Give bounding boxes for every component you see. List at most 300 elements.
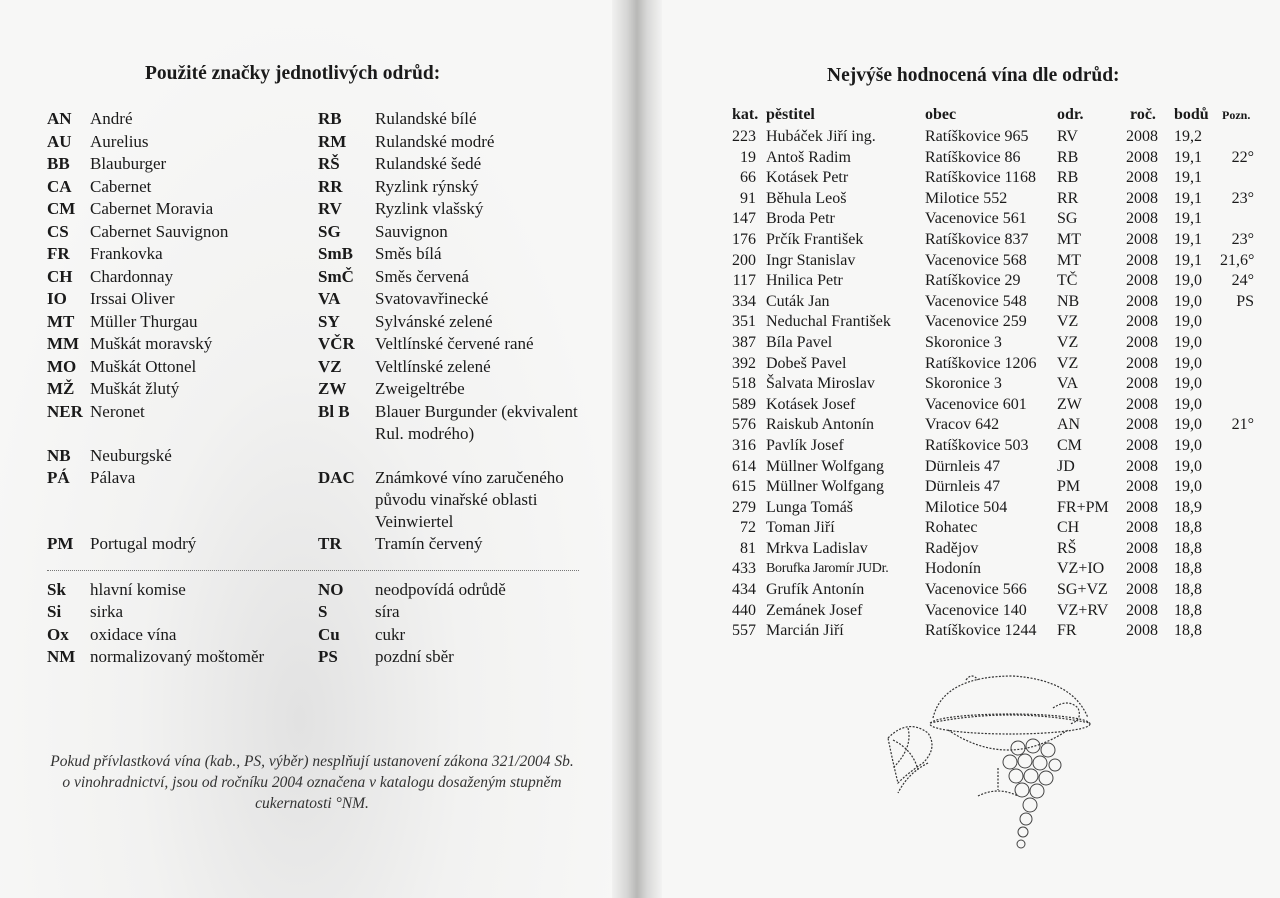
- cell-pestitel: Kotásek Josef: [766, 395, 856, 413]
- cell-odr: VZ+RV: [1057, 601, 1109, 619]
- cell-kat: 200: [732, 251, 756, 269]
- cell-obec: Rohatec: [925, 519, 978, 537]
- cell-obec: Vacenovice 566: [925, 581, 1027, 599]
- table-row: [722, 415, 1262, 436]
- legend-name: Rulandské modré: [375, 131, 495, 151]
- legend-name: Müller Thurgau: [90, 311, 198, 331]
- cell-body: 18,8: [1174, 539, 1202, 557]
- legend-code: IO: [47, 289, 67, 308]
- abbreviation-name: síra: [375, 602, 400, 621]
- cell-roc: 2008: [1126, 128, 1158, 145]
- cell-body: 18,8: [1174, 581, 1202, 599]
- legend-row: [47, 378, 587, 401]
- abbreviation-name: neodpovídá odrůdě: [375, 579, 506, 599]
- cell-pestitel: Cuták Jan: [766, 292, 830, 310]
- legend-row: [47, 243, 587, 266]
- cell-kat: 176: [732, 230, 756, 248]
- legend-name: Cabernet Sauvignon: [90, 221, 229, 241]
- cell-roc: 2008: [1126, 457, 1158, 475]
- cell-body: 18,9: [1174, 498, 1202, 516]
- cell-odr: JD: [1057, 457, 1075, 475]
- legend-code: SY: [318, 311, 340, 331]
- legend-name: André: [90, 109, 133, 128]
- cell-pestitel: Marcián Jiří: [766, 622, 844, 640]
- cell-roc: 2008: [1126, 333, 1158, 351]
- legend-row: [47, 198, 587, 221]
- legend-name: Svatovavřinecké: [375, 289, 489, 308]
- cell-odr: TČ: [1057, 272, 1078, 290]
- legend-code: PÁ: [47, 468, 70, 487]
- abbreviation-row: [47, 646, 587, 669]
- cell-body: 19,0: [1174, 313, 1202, 331]
- table-row: [722, 209, 1262, 230]
- legend-name: Sylvánské zelené: [375, 311, 493, 331]
- cell-body: 19,1: [1174, 169, 1202, 187]
- table-row: [722, 292, 1262, 313]
- header-obec: obec: [925, 106, 957, 123]
- abbreviation-code: NO: [318, 579, 344, 599]
- cell-pestitel: Borufka Jaromír JUDr.: [766, 561, 889, 577]
- legend-row: [47, 108, 587, 131]
- abbreviation-row: [47, 624, 587, 647]
- abbreviation-code: S: [318, 602, 328, 621]
- cell-roc: 2008: [1126, 478, 1158, 496]
- table-row: [722, 333, 1262, 354]
- abbreviation-code: Si: [47, 602, 62, 621]
- cell-kat: 81: [740, 539, 756, 557]
- cell-body: 18,8: [1174, 560, 1202, 578]
- cell-body: 18,8: [1174, 601, 1202, 619]
- legend-name: Veltlínské červené rané: [375, 334, 534, 353]
- cell-obec: Ratíškovice 1168: [925, 169, 1036, 187]
- abbreviation-code: NM: [47, 647, 76, 666]
- cell-kat: 223: [732, 128, 756, 145]
- legend-row: [47, 356, 587, 379]
- book-gutter: [612, 0, 662, 898]
- cell-obec: Vacenovice 548: [925, 292, 1027, 310]
- cell-kat: 19: [740, 148, 756, 166]
- legend-code: SmČ: [318, 266, 354, 286]
- table-row: [722, 601, 1262, 622]
- legend-name: Cabernet Moravia: [90, 199, 214, 218]
- cell-obec: Vracov 642: [925, 416, 1000, 434]
- cell-odr: CM: [1057, 436, 1082, 454]
- cell-odr: FR+PM: [1057, 498, 1109, 516]
- cell-obec: Ratíškovice 1244: [925, 622, 1037, 640]
- cell-obec: Dürnleis 47: [925, 478, 1001, 496]
- legend-name: Muškát Ottonel: [90, 356, 197, 376]
- legend-name: Směs červená: [375, 266, 469, 286]
- legend-code: MT: [47, 311, 75, 331]
- cell-roc: 2008: [1126, 251, 1158, 269]
- cell-body: 19,0: [1174, 272, 1202, 290]
- legend-code: DAC: [318, 468, 355, 487]
- cell-odr: VZ: [1057, 313, 1079, 331]
- legend-name: Neronet: [90, 401, 145, 421]
- legend-name: Rulandské šedé: [375, 154, 482, 173]
- legend-code: RM: [318, 131, 347, 151]
- table-row: [722, 477, 1262, 498]
- table-row: [722, 539, 1262, 560]
- cell-obec: Dürnleis 47: [925, 457, 1001, 475]
- table-row: [722, 498, 1262, 519]
- cell-obec: Vacenovice 140: [925, 601, 1027, 619]
- cell-kat: 66: [740, 169, 756, 187]
- cell-pestitel: Mrkva Ladislav: [766, 539, 868, 557]
- legend-code: MM: [47, 334, 80, 353]
- header-body: bodů: [1174, 106, 1209, 123]
- cell-body: 18,8: [1174, 622, 1202, 640]
- legend-code: RB: [318, 109, 342, 128]
- cell-pozn: 24°: [1231, 272, 1254, 290]
- grape-bowl-illustration: [878, 668, 1093, 853]
- cell-pozn: PS: [1236, 292, 1254, 310]
- table-row: [722, 312, 1262, 333]
- cell-odr: RŠ: [1057, 539, 1077, 557]
- legend-code: RR: [318, 176, 343, 196]
- cell-body: 19,1: [1174, 251, 1202, 269]
- legend-name: Ryzlink rýnský: [375, 176, 479, 196]
- cell-roc: 2008: [1126, 601, 1158, 619]
- table-row: [722, 518, 1262, 539]
- cell-pestitel: Prčík František: [766, 230, 864, 248]
- cell-obec: Radějov: [925, 539, 979, 557]
- cell-roc: 2008: [1126, 375, 1158, 393]
- cell-pestitel: Zemánek Josef: [766, 601, 863, 619]
- legend-name: Známkové víno zaručeného původu vinařské oblasti Veinwiertel: [375, 468, 564, 531]
- cell-odr: RR: [1057, 189, 1079, 207]
- legend-row: [47, 401, 587, 445]
- abbreviation-code: Ox: [47, 624, 69, 644]
- cell-kat: 615: [732, 478, 756, 496]
- cell-roc: 2008: [1126, 148, 1158, 166]
- legend-name: Zweigeltrébe: [375, 379, 465, 398]
- legend-code: VZ: [318, 356, 342, 376]
- legend-row: [47, 221, 587, 244]
- cell-obec: Milotice 504: [925, 498, 1008, 516]
- cell-body: 19,2: [1174, 128, 1202, 145]
- cell-kat: 614: [732, 457, 756, 475]
- cell-pestitel: Šalvata Miroslav: [766, 375, 875, 393]
- legend-name: Aurelius: [90, 131, 149, 151]
- legend-name: Tramín červený: [375, 534, 483, 553]
- cell-obec: Milotice 552: [925, 189, 1008, 207]
- cell-kat: 392: [732, 354, 756, 372]
- cell-roc: 2008: [1126, 539, 1158, 557]
- legend-code: CA: [47, 176, 72, 196]
- cell-pozn: 21,6°: [1220, 251, 1255, 269]
- cell-obec: Ratíškovice 86: [925, 148, 1021, 166]
- cell-roc: 2008: [1126, 189, 1158, 207]
- abbreviation-name: hlavní komise: [90, 579, 186, 599]
- legend-code: FR: [47, 244, 70, 263]
- legend-name: Chardonnay: [90, 266, 174, 286]
- legend-code: MŽ: [47, 379, 75, 398]
- cell-pestitel: Hnilica Petr: [766, 272, 843, 290]
- legend-name: Sauvignon: [375, 221, 448, 241]
- cell-roc: 2008: [1126, 395, 1158, 413]
- cell-pestitel: Grufík Antonín: [766, 581, 865, 599]
- cell-odr: VA: [1057, 375, 1079, 393]
- cell-odr: FR: [1057, 622, 1077, 640]
- legend-row: [47, 153, 587, 176]
- cell-pestitel: Lunga Tomáš: [766, 498, 854, 516]
- cell-obec: Ratíškovice 965: [925, 128, 1029, 145]
- cell-roc: 2008: [1126, 272, 1158, 290]
- legend-code: NER: [47, 401, 83, 421]
- legend-code: VČR: [318, 334, 355, 353]
- cell-roc: 2008: [1126, 560, 1158, 578]
- cell-pestitel: Kotásek Petr: [766, 169, 849, 187]
- table-row: [722, 127, 1262, 148]
- abbreviation-row: [47, 601, 587, 624]
- cell-body: 19,0: [1174, 436, 1202, 454]
- cell-odr: VZ: [1057, 354, 1079, 372]
- cell-kat: 72: [740, 519, 756, 537]
- abbreviation-name: normalizovaný moštoměr: [90, 647, 265, 666]
- cell-pestitel: Raiskub Antonín: [766, 416, 875, 434]
- legend-code: SG: [318, 221, 341, 241]
- cell-pestitel: Dobeš Pavel: [766, 354, 847, 372]
- legend-code: AN: [47, 109, 72, 128]
- cell-kat: 316: [732, 436, 756, 454]
- table-row: [722, 271, 1262, 292]
- cell-odr: SG+VZ: [1057, 581, 1108, 599]
- cell-roc: 2008: [1126, 354, 1158, 372]
- cell-roc: 2008: [1126, 498, 1158, 516]
- cell-odr: RV: [1057, 128, 1078, 145]
- table-row: [722, 374, 1262, 395]
- legend-code: Bl B: [318, 401, 350, 421]
- legend-code: BB: [47, 154, 70, 173]
- abbreviation-code: Cu: [318, 624, 340, 644]
- legend-row: [47, 131, 587, 154]
- cell-odr: VZ: [1057, 333, 1079, 351]
- table-row: [722, 251, 1262, 272]
- legend-name: Veltlínské zelené: [375, 356, 491, 376]
- legend-name: Neuburgské: [90, 445, 172, 465]
- cell-odr: RB: [1057, 169, 1079, 187]
- legend-row: [47, 266, 587, 289]
- cell-body: 19,0: [1174, 416, 1202, 434]
- cell-kat: 147: [732, 210, 756, 228]
- cell-kat: 434: [732, 581, 756, 599]
- table-row: [722, 148, 1262, 169]
- cell-pestitel: Neduchal František: [766, 313, 891, 331]
- table-row: [722, 395, 1262, 416]
- legend-row: [47, 467, 587, 533]
- variety-legend: [47, 108, 587, 669]
- cell-pestitel: Pavlík Josef: [766, 436, 844, 454]
- table-row: [722, 230, 1262, 251]
- table-row: [722, 436, 1262, 457]
- cell-odr: SG: [1057, 210, 1078, 228]
- cell-kat: 351: [732, 313, 756, 331]
- cell-kat: 440: [732, 601, 756, 619]
- legend-code: NB: [47, 445, 71, 465]
- table-body: [722, 127, 1262, 642]
- cell-obec: Hodonín: [925, 560, 981, 578]
- cell-pestitel: Hubáček Jiří ing.: [766, 128, 876, 145]
- cell-roc: 2008: [1126, 581, 1158, 599]
- cell-pestitel: Müllner Wolfgang: [766, 457, 884, 475]
- wine-table: [722, 105, 1262, 642]
- cell-pozn: 22°: [1231, 148, 1254, 166]
- cell-kat: 387: [732, 333, 756, 351]
- cell-roc: 2008: [1126, 519, 1158, 537]
- header-odr: odr.: [1057, 106, 1084, 123]
- legend-row: [47, 176, 587, 199]
- cell-roc: 2008: [1126, 230, 1158, 248]
- legend-name: Muškát žlutý: [90, 379, 180, 398]
- cell-body: 19,1: [1174, 189, 1202, 207]
- cell-roc: 2008: [1126, 622, 1158, 640]
- cell-odr: ZW: [1057, 395, 1082, 413]
- cell-body: 19,0: [1174, 375, 1202, 393]
- header-kat: kat.: [732, 106, 759, 123]
- legend-code: ZW: [318, 379, 347, 398]
- header-pestitel: pěstitel: [766, 106, 815, 123]
- legend-name: Portugal modrý: [90, 534, 197, 553]
- legend-code: MO: [47, 356, 77, 376]
- cell-obec: Skoronice 3: [925, 375, 1002, 393]
- cell-pozn: 21°: [1231, 416, 1254, 434]
- legend-row: [47, 533, 587, 556]
- cell-roc: 2008: [1126, 210, 1158, 228]
- cell-kat: 91: [740, 189, 756, 207]
- cell-odr: MT: [1057, 230, 1081, 248]
- cell-pestitel: Ingr Stanislav: [766, 251, 856, 269]
- cell-pestitel: Broda Petr: [766, 210, 835, 228]
- cell-body: 18,8: [1174, 519, 1202, 537]
- table-row: [722, 354, 1262, 375]
- cell-body: 19,0: [1174, 395, 1202, 413]
- cell-roc: 2008: [1126, 313, 1158, 331]
- cell-odr: VZ+IO: [1057, 560, 1105, 578]
- cell-roc: 2008: [1126, 416, 1158, 434]
- cell-kat: 557: [732, 622, 756, 640]
- cell-obec: Vacenovice 561: [925, 210, 1027, 228]
- cell-odr: RB: [1057, 148, 1079, 166]
- cell-obec: Vacenovice 601: [925, 395, 1027, 413]
- legend-title: Použité značky jednotlivých odrůd:: [145, 63, 441, 84]
- cell-odr: MT: [1057, 251, 1081, 269]
- abbreviation-code: Sk: [47, 579, 66, 599]
- cell-body: 19,0: [1174, 292, 1202, 310]
- legend-code: CH: [47, 266, 73, 286]
- legend-code: RV: [318, 199, 342, 218]
- cell-kat: 518: [732, 375, 756, 393]
- cell-kat: 334: [732, 292, 756, 310]
- cell-pestitel: Müllner Wolfgang: [766, 478, 884, 496]
- cell-body: 19,0: [1174, 457, 1202, 475]
- header-pozn: Pozn.: [1222, 108, 1251, 122]
- table-row: [722, 189, 1262, 210]
- abbreviation-name: oxidace vína: [90, 624, 177, 644]
- cell-pozn: 23°: [1231, 230, 1254, 248]
- cell-odr: PM: [1057, 478, 1081, 496]
- cell-body: 19,1: [1174, 148, 1202, 166]
- legend-code: CM: [47, 199, 76, 218]
- abbreviation-code: PS: [318, 647, 338, 666]
- cell-obec: Ratíškovice 29: [925, 272, 1021, 290]
- abbreviation-name: sirka: [90, 602, 124, 621]
- legend-row: [47, 333, 587, 356]
- footnote: Pokud přívlastková vína (kab., PS, výběr) nesplňují ustanovení zákona 321/2004 Sb. o vinohradnictví, jsou od ročníku 2004 označena v katalogu dosaženým stupněm cukernatosti °NM.: [50, 753, 574, 812]
- cell-body: 19,1: [1174, 230, 1202, 248]
- cell-obec: Vacenovice 568: [925, 251, 1027, 269]
- cell-odr: NB: [1057, 292, 1080, 310]
- cell-odr: AN: [1057, 416, 1081, 434]
- cell-kat: 589: [732, 395, 756, 413]
- legend-code: AU: [47, 131, 72, 151]
- legend-code: PM: [47, 534, 74, 553]
- cell-roc: 2008: [1126, 436, 1158, 454]
- abbreviation-name: pozdní sběr: [375, 647, 454, 666]
- legend-name: Cabernet: [90, 176, 152, 196]
- cell-pestitel: Běhula Leoš: [766, 189, 847, 207]
- legend-name: Blauburger: [90, 154, 167, 173]
- abbreviation-name: cukr: [375, 624, 406, 644]
- cell-pestitel: Bíla Pavel: [766, 333, 833, 351]
- legend-code: CS: [47, 221, 69, 241]
- table-row: [722, 457, 1262, 478]
- table-row: [722, 168, 1262, 189]
- legend-code: SmB: [318, 244, 353, 263]
- cell-pozn: 23°: [1231, 189, 1254, 207]
- dotted-divider: [47, 556, 579, 571]
- legend-name: Muškát moravský: [90, 334, 213, 353]
- cell-pestitel: Antoš Radim: [766, 148, 851, 166]
- cell-obec: Vacenovice 259: [925, 313, 1027, 331]
- cell-roc: 2008: [1126, 169, 1158, 187]
- table-row: [722, 621, 1262, 642]
- legend-name: Směs bílá: [375, 244, 442, 263]
- legend-name: Irssai Oliver: [90, 289, 175, 308]
- cell-odr: CH: [1057, 519, 1080, 537]
- legend-code: RŠ: [318, 154, 340, 173]
- cell-kat: 576: [732, 416, 756, 434]
- cell-body: 19,0: [1174, 333, 1202, 351]
- cell-obec: Ratíškovice 503: [925, 436, 1029, 454]
- cell-body: 19,0: [1174, 478, 1202, 496]
- legend-code: VA: [318, 289, 341, 308]
- table-header: [722, 105, 1262, 127]
- legend-row: [47, 311, 587, 334]
- cell-roc: 2008: [1126, 292, 1158, 310]
- cell-kat: 279: [732, 498, 756, 516]
- legend-code: TR: [318, 534, 342, 553]
- legend-name: Blauer Burgunder (ekvivalent Rul. modrého): [375, 401, 578, 443]
- legend-name: Rulandské bílé: [375, 109, 477, 128]
- legend-row: [47, 445, 587, 468]
- abbreviation-row: [47, 579, 587, 602]
- cell-kat: 117: [732, 272, 756, 290]
- cell-body: 19,1: [1174, 210, 1202, 228]
- legend-name: Frankovka: [90, 244, 163, 263]
- cell-obec: Ratíškovice 1206: [925, 354, 1037, 372]
- table-row: [722, 559, 1262, 580]
- table-row: [722, 580, 1262, 601]
- header-roc: roč.: [1130, 106, 1156, 123]
- cell-kat: 433: [732, 560, 756, 578]
- ranking-title: Nejvýše hodnocená vína dle odrůd:: [827, 65, 1120, 86]
- cell-pestitel: Toman Jiří: [766, 519, 835, 537]
- cell-obec: Skoronice 3: [925, 333, 1002, 351]
- legend-name: Pálava: [90, 468, 136, 487]
- legend-row: [47, 288, 587, 311]
- cell-body: 19,0: [1174, 354, 1202, 372]
